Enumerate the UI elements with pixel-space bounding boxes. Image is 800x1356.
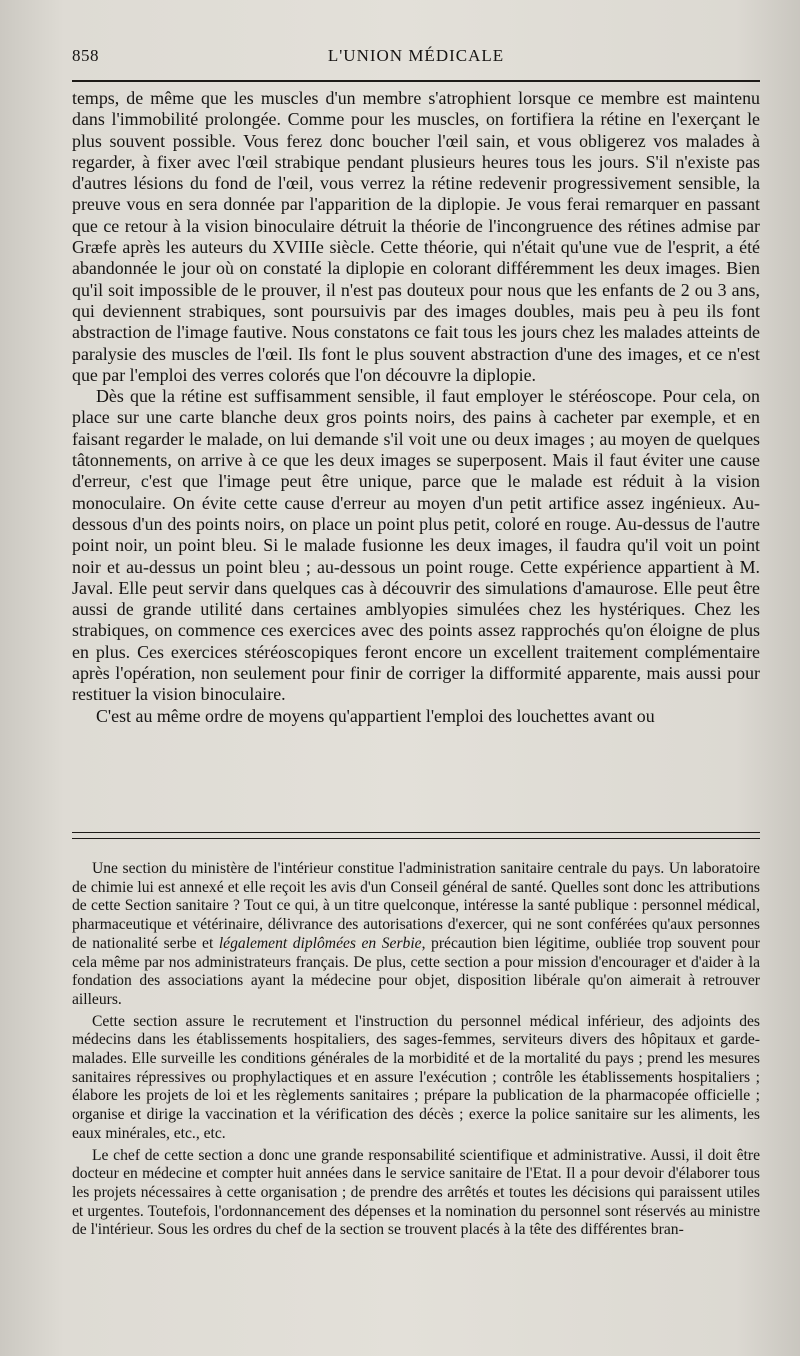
- body-paragraph: C'est au même ordre de moyens qu'appartient l'emploi des louchettes avant ou: [96, 705, 655, 726]
- running-title: L'UNION MÉDICALE: [327, 46, 505, 65]
- footnote-text: , précaution bien légitime, oubliée trop souvent pour cela même par nos administrateurs français. De plus, cette section a pour mission d'encourager et d'aider à la fondation des associations ayant la médecine pour objet, disposition libérale qu'on aimerait à retrouver ailleurs.: [72, 934, 760, 1008]
- header-rule: [72, 80, 760, 82]
- footnote-paragraph: Cette section assure le recrutement et l'instruction du personnel médical inférieur, des adjoints des médecins dans les établissements hospitaliers, des sages-femmes, serviteurs divers des hôpitaux et garde-malades. Elle surveille les conditions générales de la morbidité et de la mortalité du pays ; prend les mesures sanitaires répressives ou prophylactiques et en assure l'exécution ; contrôle les établissements hospitaliers ; élabore les projets de loi et les règlements sanitaires ; prépare la publication de la pharmacopée officielle ; organise et dirige la vaccination et la vérification des décès ; exerce la police sanitaire sur les aliments, les eaux minérales, etc., etc.: [72, 1012, 760, 1142]
- footnote-paragraph: [72, 860, 760, 1010]
- body-paragraph: temps, de même que les muscles d'un membre s'atrophient lorsque ce membre est maintenu dans l'immobilité prolongée. Comme pour les muscles, on fortifiera la rétine en l'exerçant le plus souvent possible. Vous ferez donc boucher l'œil sain, et vous obligerez vos malades à regarder, à fixer avec l'œil strabique pendant plusieurs heures tous les jours. S'il n'existe pas d'autres lésions du fond de l'œil, vous verrez la rétine redevenir progressivement sensible, la preuve vous en sera donnée par l'apparition de la diplopie. Je vous ferai remarquer en passant que ce retour à la vision binoculaire détruit la théorie de l'incongruence des rétines admise par Græfe après les auteurs du XVIIIe siècle. Cette théorie, qui n'était qu'une vue de l'esprit, a été abandonnée le jour où on constaté la diplopie en colorant différemment les deux images. Bien qu'il soit impossible de le prouver, il n'est pas douteux pour nous que les enfants de 2 ou 3 ans, qui deviennent strabiques, sont poursuivis par des images doubles, mais peu à peu ils font abstraction de l'image fautive. Nous constatons ce fait tous les jours chez les malades atteints de paralysie des muscles de l'œil. Ils font le plus souvent abstraction d'une des images, et ce n'est que par l'emploi des verres colorés que l'on découvre la diplopie.: [72, 88, 760, 385]
- footnote-paragraph: Le chef de cette section a donc une grande responsabilité scientifique et administrative. Aussi, il doit être docteur en médecine et compter huit années dans le service sanitaire de l'Etat. Il a pour devoir d'élaborer tous les projets nécessaires à cette organisation ; de prendre des arrêtés et toutes les décisions qui paraissent utiles et urgentes. Toutefois, l'ordonnancement des dépenses et la nomination du personnel sont réservés au ministre de l'intérieur. Sous les ordres du chef de la section se trouvent placés à la tête des différentes bran-: [72, 1146, 760, 1239]
- footnote-separator: [72, 832, 760, 839]
- footnote-text: Une section du ministère de l'intérieur constitue l'administration sanitaire centrale du pays. Un laboratoire de chimie lui est annexé et elle reçoit les avis d'un Conseil général de santé. Quelles sont donc les attributions de cette Section sanitaire ? Tout ce qui, à un titre quelconque, intéresse la santé publique : personnel médical, pharmaceutique et vétérinaire, délivrance des autorisations d'exercer, qui ne sont conférées qu'aux personnes de nationalité serbe et: [72, 860, 760, 952]
- page-number: 858: [72, 46, 99, 65]
- footnotes: [72, 860, 760, 1243]
- body-paragraph: Dès que la rétine est suffisamment sensible, il faut employer le stéréoscope. Pour cela, on place sur une carte blanche deux gros points noirs, des pains à cacheter par exemple, et en faisant regarder le malade, on lui demande s'il voit une ou deux images ; au moyen de quelques tâtonnements, on arrive à ce que les deux images se superposent. Mais il faut éviter une cause d'erreur, c'est que l'image peut être unique, parce que le malade est réduit à la vision monoculaire. On évite cette cause d'erreur au moyen d'un petit artifice assez ingénieux. Au-dessous d'un des points noirs, on place un point plus petit, coloré en rouge. Au-dessus de l'autre point noir, un point bleu. Si le malade fusionne les deux images, il faudra qu'il voit un point noir et au-dessus un point bleu ; au-dessous un point rouge. Cette expérience appartient à M. Javal. Elle peut servir dans quelques cas à découvrir des simulations d'amaurose. Elle peut être aussi de grande utilité dans certaines amblyopies simulées chez les hystériques. Chez les strabiques, on commence ces exercices avec des points assez rapprochés qu'on éloigne de plus en plus. Ces exercices stéréoscopiques feront encore un excellent traitement complémentaire après l'opération, non seulement pour finir de corriger la difformité apparente, mais aussi pour restituer la vision binoculaire.: [72, 386, 760, 705]
- page-header: [72, 46, 760, 72]
- main-text: [72, 88, 760, 727]
- footnote-italic-text: légalement diplômées en Serbie: [218, 934, 422, 952]
